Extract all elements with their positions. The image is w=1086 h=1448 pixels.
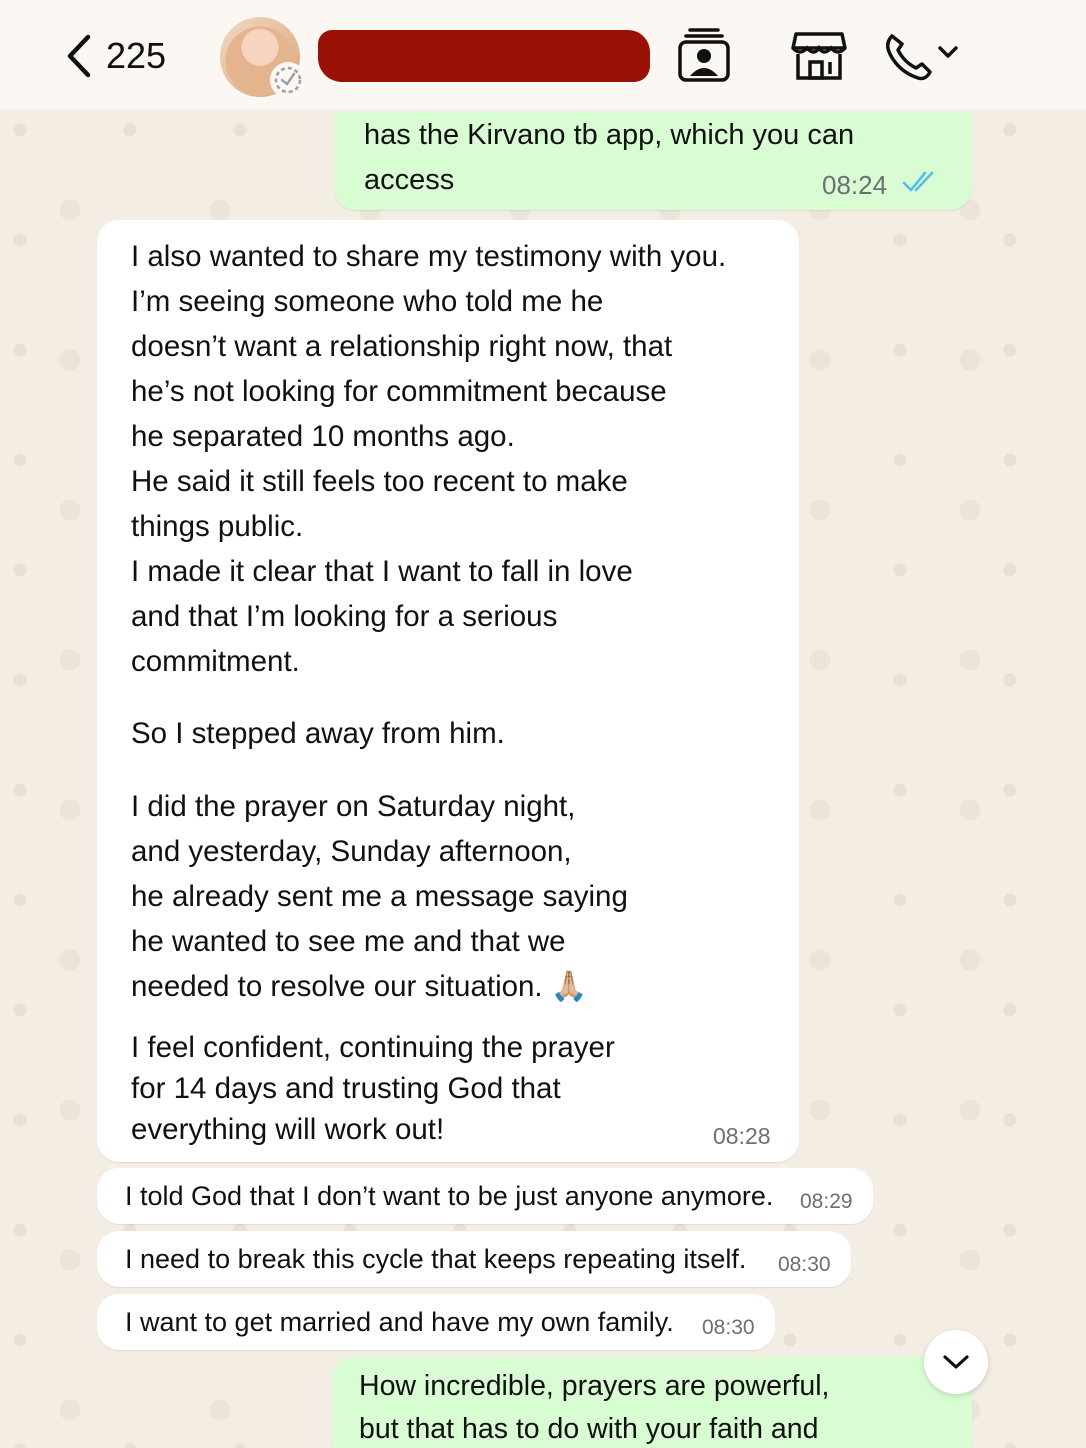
message-time: 08:30 [778,1253,831,1276]
message-bubble-incoming[interactable] [97,220,799,1162]
redacted-contact-name [318,30,650,82]
contact-card-button[interactable] [676,26,732,84]
message-bubble-outgoing[interactable] [334,112,972,210]
message-bubble-outgoing[interactable] [332,1357,972,1448]
message-paragraph: I did the prayer on Saturday night, and yesterday, Sunday afternoon, he already sent me a message saying he wanted to see me and that we needed to resolve our situation. 🙏🏼 [131,790,628,1003]
message-text: How incredible, prayers are powerful, but that has to do with your faith and [359,1370,830,1445]
back-button[interactable] [62,30,182,82]
message-time: 08:24 [822,170,888,200]
status-icon [270,62,306,98]
read-receipt-icon [902,170,938,194]
message-time: 08:29 [800,1190,853,1213]
message-bubble-incoming[interactable] [97,1294,775,1350]
unread-count: 225 [106,35,167,76]
message-text: I told God that I don’t want to be just anyone anymore. [125,1181,774,1211]
message-time: 08:28 [713,1123,771,1149]
message-bubble-incoming[interactable] [97,1231,851,1287]
message-paragraph: I also wanted to share my testimony with you. I’m seeing someone who told me he doesn’t want a relationship right now, that he’s not looking for commitment because he separated 10 months ago. He said it still feels too recent to make things public. I made it clear that I want to fall in love and that I’m looking for a serious commitment. [131,240,727,678]
scroll-to-bottom-button[interactable] [924,1330,988,1394]
message-paragraph: I feel confident, continuing the prayer for 14 days and trusting God that everything will work out! [131,1031,615,1146]
shop-button[interactable] [790,26,848,84]
message-time: 08:30 [702,1316,755,1339]
chevron-down-icon [941,1352,971,1372]
chat-header [0,0,1086,110]
message-paragraph: So I stepped away from him. [131,717,505,750]
shop-icon [790,26,848,84]
contact-card-icon [676,26,732,84]
message-text: I want to get married and have my own family. [125,1307,674,1337]
message-text: I need to break this cycle that keeps repeating itself. [125,1244,747,1274]
call-button[interactable] [880,26,962,84]
message-text: has the Kirvano tb app, which you can access [364,119,855,196]
back-chevron-icon [62,33,96,79]
phone-icon [880,26,962,84]
message-bubble-incoming[interactable] [97,1168,873,1224]
